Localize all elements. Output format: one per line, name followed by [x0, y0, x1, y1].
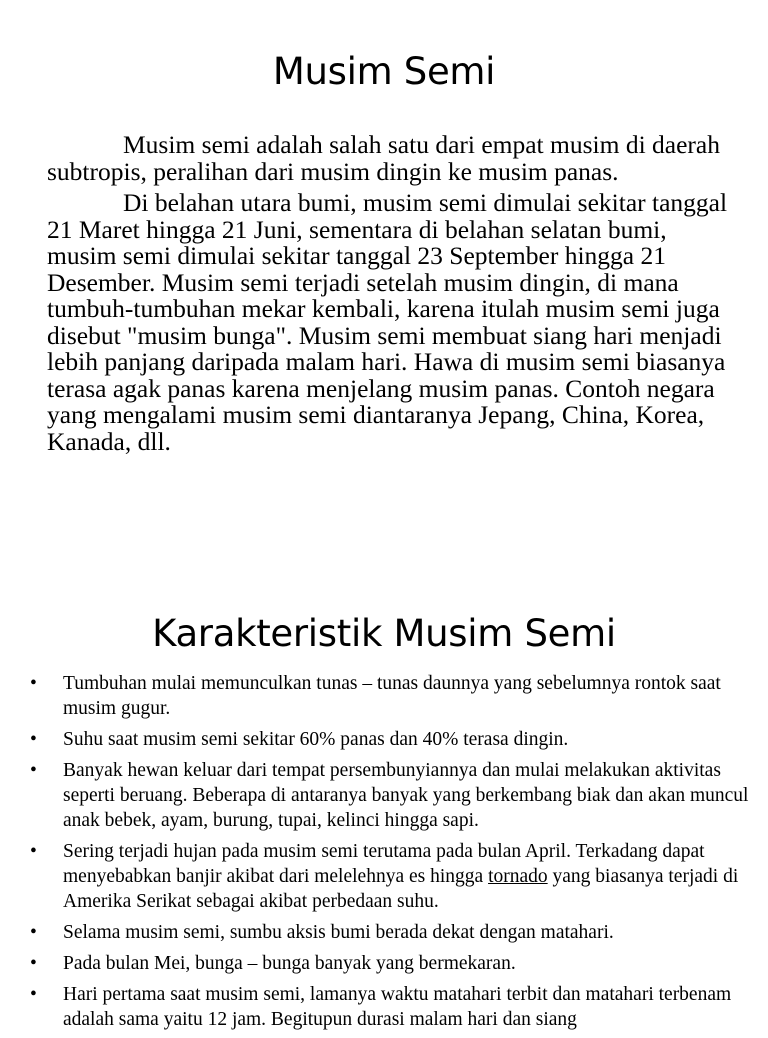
list-item-text: Sering terjadi hujan pada musim semi terutama pada bulan April. Terkadang dapat menyebabkan banjir akibat dari melelehnya es hingga — [63, 841, 705, 887]
list-item: • Tumbuhan mulai memunculkan tunas – tunas daunnya yang sebelumnya rontok saat musim gugur. — [30, 671, 750, 721]
slide1-body — [47, 132, 737, 455]
list-item: • Selama musim semi, sumbu aksis bumi berada dekat dengan matahari. — [30, 920, 750, 945]
slide2-title: Karakteristik Musim Semi — [152, 612, 616, 655]
list-item: • Banyak hewan keluar dari tempat persembunyiannya dan mulai melakukan aktivitas seperti beruang. Beberapa di antaranya banyak yang berkembang biak dan akan muncul anak bebek, ayam, burung, tupai, kelinci hingga sapi. — [30, 758, 750, 833]
list-item: • Suhu saat musim semi sekitar 60% panas dan 40% terasa dingin. — [30, 727, 750, 752]
characteristics-list — [30, 671, 750, 1038]
list-item — [30, 839, 750, 914]
detail-paragraph: Di belahan utara bumi, musim semi dimulai sekitar tanggal 21 Maret hingga 21 Juni, sementara di belahan selatan bumi, musim semi dimulai sekitar tanggal 23 September hingga 21 Desember. Musim semi terjadi setelah musim dingin, di mana tumbuh-tumbuhan mekar kembali, karena itulah musim semi juga disebut "musim bunga". Musim semi membuat siang hari menjadi lebih panjang daripada malam hari. Hawa di musim semi biasanya terasa agak panas karena menjelang musim panas. Contoh negara yang mengalami musim semi diantaranya Jepang, China, Korea, Kanada, dll. — [47, 188, 728, 456]
slide1-title: Musim Semi — [272, 50, 496, 93]
tornado-link[interactable]: tornado — [488, 866, 548, 887]
list-item: • Pada bulan Mei, bunga – bunga banyak yang bermekaran. — [30, 951, 750, 976]
list-item-text: yang biasanya terjadi di Amerika Serikat sebagai akibat perbedaan suhu. — [63, 866, 739, 912]
list-item: • Hari pertama saat musim semi, lamanya waktu matahari terbit dan matahari terbenam adalah sama yaitu 12 jam. Begitupun durasi malam hari dan siang — [30, 982, 750, 1032]
intro-paragraph: Musim semi adalah salah satu dari empat musim di daerah subtropis, peralihan dari musim dingin ke musim panas. — [47, 130, 720, 186]
